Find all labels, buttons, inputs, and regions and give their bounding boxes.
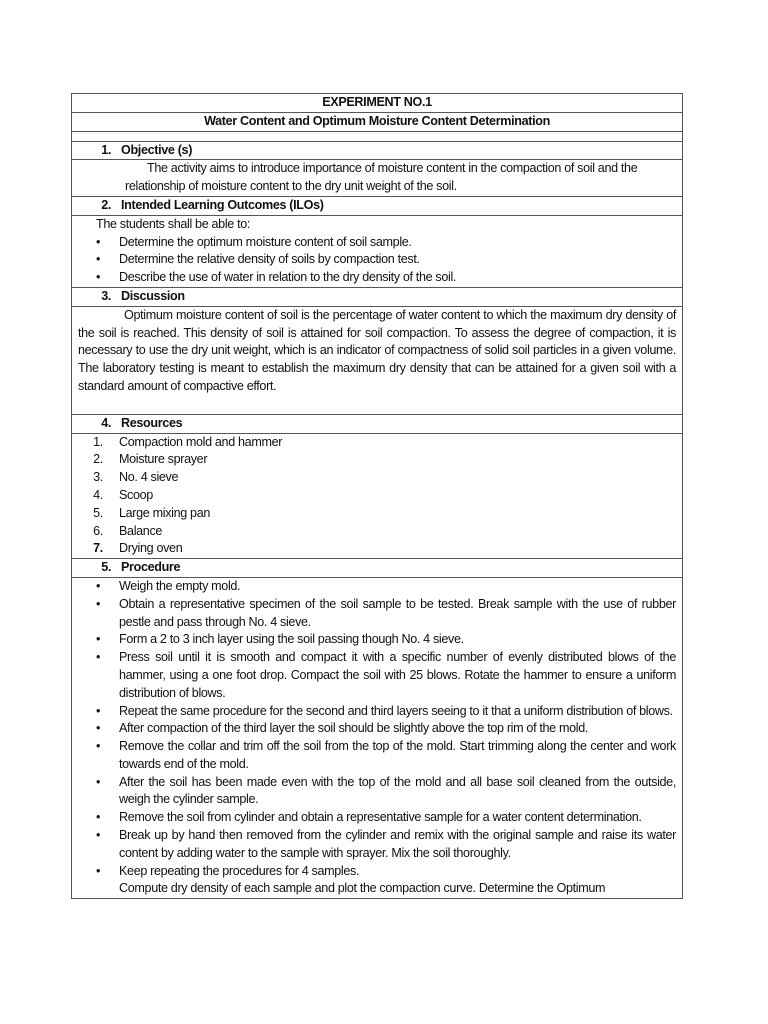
discussion-text: Optimum moisture content of soil is the percentage of water content to which the maximum dry density of the soil is reached. This density of soil is attained for soil compaction. To assess the degree of compaction, it is necessary to use the dry unit weight, which is an indicator of compactness of solid soil particles in a given volume. The laboratory testing is meant to establish the maximum dry density that can be attained for a given soil with a standard amount of compactive effort. bbox=[78, 307, 676, 393]
resources-list bbox=[72, 434, 676, 559]
list-item: • Determine the optimum moisture content of soil sample. bbox=[95, 234, 412, 249]
list-item: • Press soil until it is smooth and compact it with a specific number of evenly distributed blows of the hammer, using a one foot drop. Compact the soil with 25 blows. Rotate the hammer to ensure a uniform distribution of blows. bbox=[95, 650, 676, 700]
resources-body bbox=[72, 433, 683, 559]
list-item: 4. Scoop bbox=[93, 487, 153, 502]
discussion-body bbox=[72, 306, 683, 414]
list-item: • Remove the soil from cylinder and obtain a representative sample for a water content determination. bbox=[95, 810, 642, 825]
ilos-heading bbox=[72, 196, 683, 215]
section-number: 3. bbox=[101, 288, 111, 303]
list-item: • Weigh the empty mold. bbox=[95, 578, 241, 593]
section-title: Intended Learning Outcomes (ILOs) bbox=[121, 197, 324, 212]
list-item: 1. Compaction mold and hammer bbox=[93, 434, 283, 449]
list-item: • Remove the collar and trim off the soil from the top of the mold. Start trimming along the center and work towards end of the mold. bbox=[95, 739, 676, 771]
section-number: 2. bbox=[101, 197, 111, 212]
list-item: • Keep repeating the procedures for 4 samples. bbox=[95, 863, 360, 878]
list-item: • After compaction of the third layer the soil should be slightly above the top rim of the mold. bbox=[95, 721, 589, 736]
experiment-title: EXPERIMENT NO.1 bbox=[72, 94, 683, 113]
document-page bbox=[71, 93, 683, 899]
objective-heading bbox=[72, 141, 683, 160]
list-item: 3. No. 4 sieve bbox=[93, 470, 179, 485]
section-number: 5. bbox=[101, 560, 111, 575]
procedure-list bbox=[72, 578, 676, 881]
ilos-intro: The students shall be able to: bbox=[96, 216, 251, 231]
list-item: 6. Balance bbox=[93, 523, 163, 538]
resources-heading bbox=[72, 414, 683, 433]
ilos-body bbox=[72, 215, 683, 287]
list-item: • Repeat the same procedure for the second and third layers seeing to it that a uniform distribution of blows. bbox=[95, 703, 673, 718]
section-number: 1. bbox=[101, 142, 111, 157]
section-title: Discussion bbox=[121, 288, 185, 303]
procedure-heading bbox=[72, 559, 683, 578]
discussion-heading bbox=[72, 287, 683, 306]
list-item: • Obtain a representative specimen of the soil sample to be tested. Break sample with the use of rubber pestle and pass through No. 4 sieve. bbox=[95, 596, 676, 629]
section-title: Objective (s) bbox=[121, 142, 193, 157]
list-item: • After the soil has been made even with the top of the mold and all base soil cleaned from the outside, weigh the cylinder sample. bbox=[95, 774, 676, 807]
objective-text: The activity aims to introduce importance of moisture content in the compaction of soil and the relationship of moisture content to the dry unit weight of the soil. bbox=[125, 161, 638, 194]
list-item: 5. Large mixing pan bbox=[93, 505, 211, 520]
ilos-list bbox=[72, 234, 676, 287]
experiment-subtitle: Water Content and Optimum Moisture Content Determination bbox=[72, 112, 683, 131]
section-title: Procedure bbox=[121, 560, 181, 575]
list-item: • Break up by hand then removed from the cylinder and remix with the original sample and raise its water content by adding water to the sample with sprayer. Mix the soil thoroughly. bbox=[95, 828, 676, 860]
list-item: 2. Moisture sprayer bbox=[93, 452, 208, 467]
objective-body bbox=[72, 160, 683, 197]
list-item: 7. Drying oven bbox=[93, 541, 183, 556]
section-number: 4. bbox=[101, 415, 111, 430]
procedure-closing: Compute dry density of each sample and plot the compaction curve. Determine the Optimum bbox=[119, 881, 606, 896]
spacer-row bbox=[72, 131, 683, 141]
list-item: • Form a 2 to 3 inch layer using the soil passing though No. 4 sieve. bbox=[95, 632, 464, 647]
list-item: • Determine the relative density of soils by compaction test. bbox=[95, 252, 420, 267]
section-title: Resources bbox=[121, 415, 183, 430]
list-item: • Describe the use of water in relation to the dry density of the soil. bbox=[95, 270, 457, 285]
procedure-body bbox=[72, 577, 683, 898]
experiment-table bbox=[71, 93, 683, 899]
